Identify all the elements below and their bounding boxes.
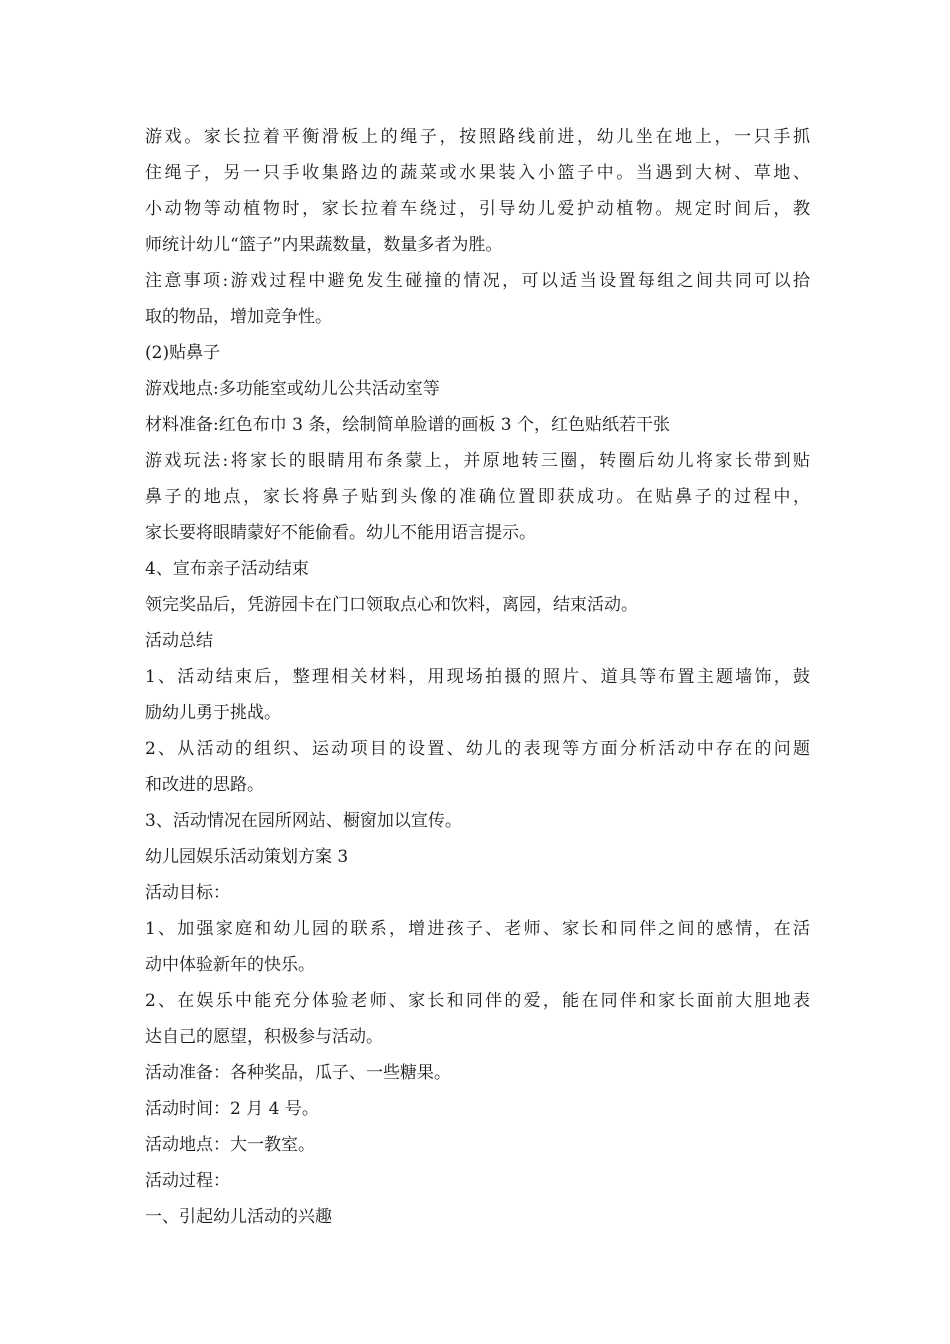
text-line: 3、活动情况在园所网站、橱窗加以宣传。 <box>145 811 462 831</box>
text-line: 活动准备：各种奖品，瓜子、一些糖果。 <box>145 1063 451 1083</box>
text-line: 2、在娱乐中能充分体验老师、家长和同伴的爱，能在同伴和家长面前大胆地表 <box>145 991 810 1011</box>
text-line: 一、引起幼儿活动的兴趣 <box>145 1207 332 1227</box>
text-line: 幼儿园娱乐活动策划方案 3 <box>145 847 349 867</box>
text-line: 活动过程： <box>145 1171 230 1191</box>
text-line: 鼻子的地点，家长将鼻子贴到头像的准确位置即获成功。在贴鼻子的过程中， <box>145 487 810 507</box>
text-line: 1、活动结束后，整理相关材料，用现场拍摄的照片、道具等布置主题墙饰，鼓 <box>145 667 810 687</box>
text-line: 1、加强家庭和幼儿园的联系，增进孩子、老师、家长和同伴之间的感情，在活 <box>145 919 810 939</box>
text-line: 材料准备:红色布巾 3 条，绘制简单脸谱的画板 3 个，红色贴纸若干张 <box>145 415 670 435</box>
text-line: 师统计幼儿“篮子”内果蔬数量，数量多者为胜。 <box>145 235 503 255</box>
text-line: 领完奖品后，凭游园卡在门口领取点心和饮料，离园，结束活动。 <box>145 595 638 615</box>
text-line: 励幼儿勇于挑战。 <box>145 703 281 723</box>
text-line: 活动时间：2 月 4 号。 <box>145 1099 319 1119</box>
text-line: 动中体验新年的快乐。 <box>145 955 315 975</box>
text-line: 2、从活动的组织、运动项目的设置、幼儿的表现等方面分析活动中存在的问题 <box>145 739 810 759</box>
text-line: 活动地点：大一教室。 <box>145 1135 315 1155</box>
text-line: 游戏。家长拉着平衡滑板上的绳子，按照路线前进，幼儿坐在地上，一只手抓 <box>145 127 810 147</box>
text-line: 小动物等动植物时，家长拉着车绕过，引导幼儿爱护动植物。规定时间后，教 <box>145 199 810 219</box>
text-line: 达自己的愿望，积极参与活动。 <box>145 1027 383 1047</box>
text-line: 游戏玩法:将家长的眼睛用布条蒙上，并原地转三圈，转圈后幼儿将家长带到贴 <box>145 451 810 471</box>
text-line: 取的物品，增加竞争性。 <box>145 307 332 327</box>
text-line: 和改进的思路。 <box>145 775 264 795</box>
text-line: 4、宣布亲子活动结束 <box>145 559 309 579</box>
document-body <box>145 119 810 1235</box>
text-line: 活动目标： <box>145 883 230 903</box>
text-line: 注意事项:游戏过程中避免发生碰撞的情况，可以适当设置每组之间共同可以拾 <box>145 271 810 291</box>
text-line: (2)贴鼻子 <box>145 343 221 363</box>
text-line: 活动总结 <box>145 631 213 651</box>
text-line: 游戏地点:多功能室或幼儿公共活动室等 <box>145 379 440 399</box>
text-line: 家长要将眼睛蒙好不能偷看。幼儿不能用语言提示。 <box>145 523 536 543</box>
text-line: 住绳子，另一只手收集路边的蔬菜或水果装入小篮子中。当遇到大树、草地、 <box>145 163 810 183</box>
